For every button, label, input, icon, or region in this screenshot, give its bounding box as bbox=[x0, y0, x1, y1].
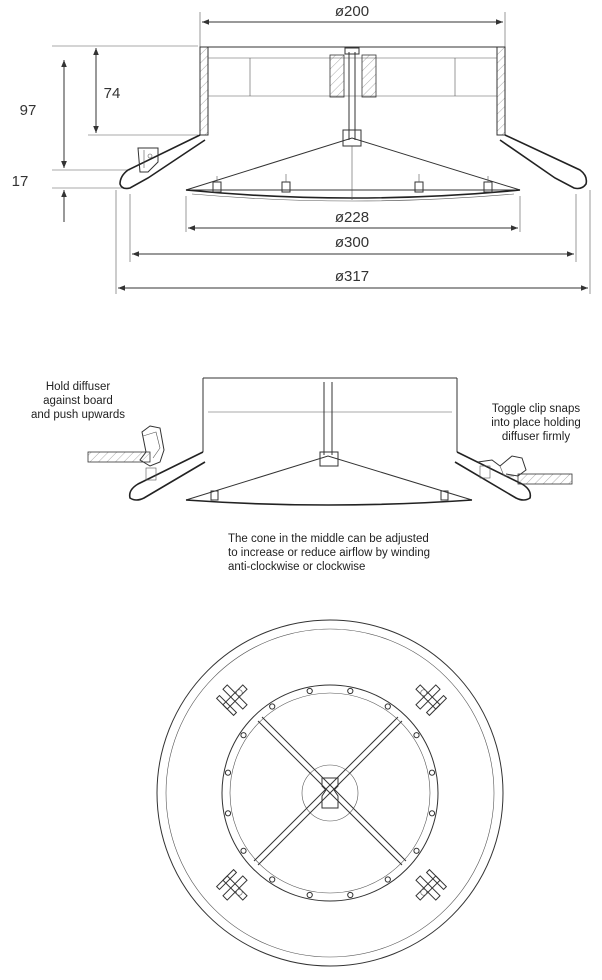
ring-hole bbox=[307, 892, 312, 897]
installation-view bbox=[31, 378, 581, 573]
ring-hole bbox=[385, 704, 390, 709]
ring-hole bbox=[307, 688, 312, 693]
ring-hole bbox=[270, 704, 275, 709]
note-center-line-2: to increase or reduce airflow by winding bbox=[228, 547, 430, 559]
dim-label-d228: ø228 bbox=[334, 209, 370, 226]
corner-bracket-bottom-right bbox=[408, 868, 448, 908]
dimension-d228 bbox=[186, 196, 520, 232]
dim-label-h74: 74 bbox=[103, 85, 121, 102]
diffuser-body bbox=[120, 47, 586, 189]
dimension-d200 bbox=[200, 3, 505, 48]
note-left-line-3: and push upwards bbox=[31, 409, 125, 421]
corner-bracket-top-left bbox=[215, 677, 255, 717]
note-right bbox=[491, 403, 581, 443]
note-center bbox=[228, 533, 430, 573]
dim-label-d317: ø317 bbox=[334, 268, 370, 285]
ring-hole bbox=[429, 811, 434, 816]
cone-bolts bbox=[213, 174, 492, 192]
ring-hole bbox=[429, 770, 434, 775]
note-right-line-1: Toggle clip snaps bbox=[491, 403, 581, 415]
cone bbox=[186, 138, 520, 201]
note-right-line-2: into place holding bbox=[491, 417, 581, 429]
plan-view bbox=[157, 620, 503, 966]
dim-label-h97: 97 bbox=[19, 102, 37, 119]
ring-hole bbox=[241, 848, 246, 853]
note-left-line-1: Hold diffuser bbox=[45, 381, 111, 393]
spindle bbox=[343, 48, 361, 146]
note-left bbox=[31, 381, 125, 421]
ring-hole bbox=[348, 892, 353, 897]
dim-label-d200: ø200 bbox=[334, 3, 370, 20]
ring-hole bbox=[225, 770, 230, 775]
note-center-line-1: The cone in the middle can be adjusted bbox=[228, 533, 429, 545]
dimension-height bbox=[12, 46, 198, 222]
ring-hole bbox=[225, 811, 230, 816]
ring-hole bbox=[385, 877, 390, 882]
ring-hole bbox=[348, 688, 353, 693]
note-center-line-3: anti-clockwise or clockwise bbox=[228, 561, 366, 573]
cross-bars bbox=[254, 717, 406, 865]
ring-hole bbox=[414, 733, 419, 738]
left-board bbox=[88, 426, 164, 480]
dim-label-h17: 17 bbox=[11, 173, 29, 190]
note-right-line-3: diffuser firmly bbox=[501, 431, 571, 443]
section-view-dimensioned bbox=[12, 3, 590, 294]
ring-hole bbox=[241, 733, 246, 738]
corner-bracket-bottom-left bbox=[215, 868, 255, 908]
ring-hole bbox=[270, 877, 275, 882]
ring-hole bbox=[414, 848, 419, 853]
note-left-line-2: against board bbox=[43, 395, 113, 407]
corner-bracket-top-right bbox=[408, 677, 448, 717]
dim-label-d300: ø300 bbox=[334, 234, 370, 251]
